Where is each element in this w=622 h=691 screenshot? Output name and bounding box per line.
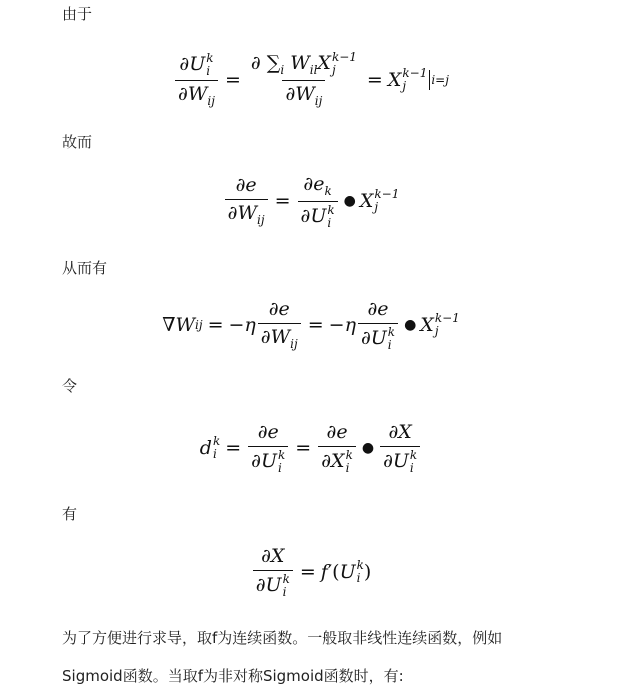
equation-1: ∂U k i $\partial W_{ij}$ = ∂ $\sum_i$ $W_{il}X$ k−1 j $\partial W_{ij}$ = X k−1 j i=j: [0, 50, 622, 110]
text-let: 令: [62, 377, 78, 395]
equation-2: $\frac{\partial e}{\partial W_{ij}}$ = $\partial e_k$ ∂U k i ● X k−1 j: [0, 172, 622, 230]
text-derivation-note: 为了方便进行求导，取f为连续函数。一般取非线性连续函数，例如: [62, 629, 503, 647]
text-thus: 从而有: [62, 259, 108, 277]
text-sigmoid-note: Sigmoid函数。当取f为非对称Sigmoid函数时，有:: [62, 667, 404, 685]
equation-5: ∂X ∂U k i = f ′ ( U k i ): [0, 542, 622, 602]
text-because: 由于: [62, 5, 93, 23]
equation-3: ∇ W ij = −η $\frac{\partial e}{\partial W_{ij}}$ = −η ∂e ∂U k i ● X k−1 j: [162, 297, 460, 353]
text-have: 有: [62, 505, 78, 523]
text-therefore: 故而: [62, 133, 93, 151]
equation-4: d k i = ∂e ∂U k i = ∂e ∂X k i ● ∂X ∂U k i: [0, 418, 622, 478]
